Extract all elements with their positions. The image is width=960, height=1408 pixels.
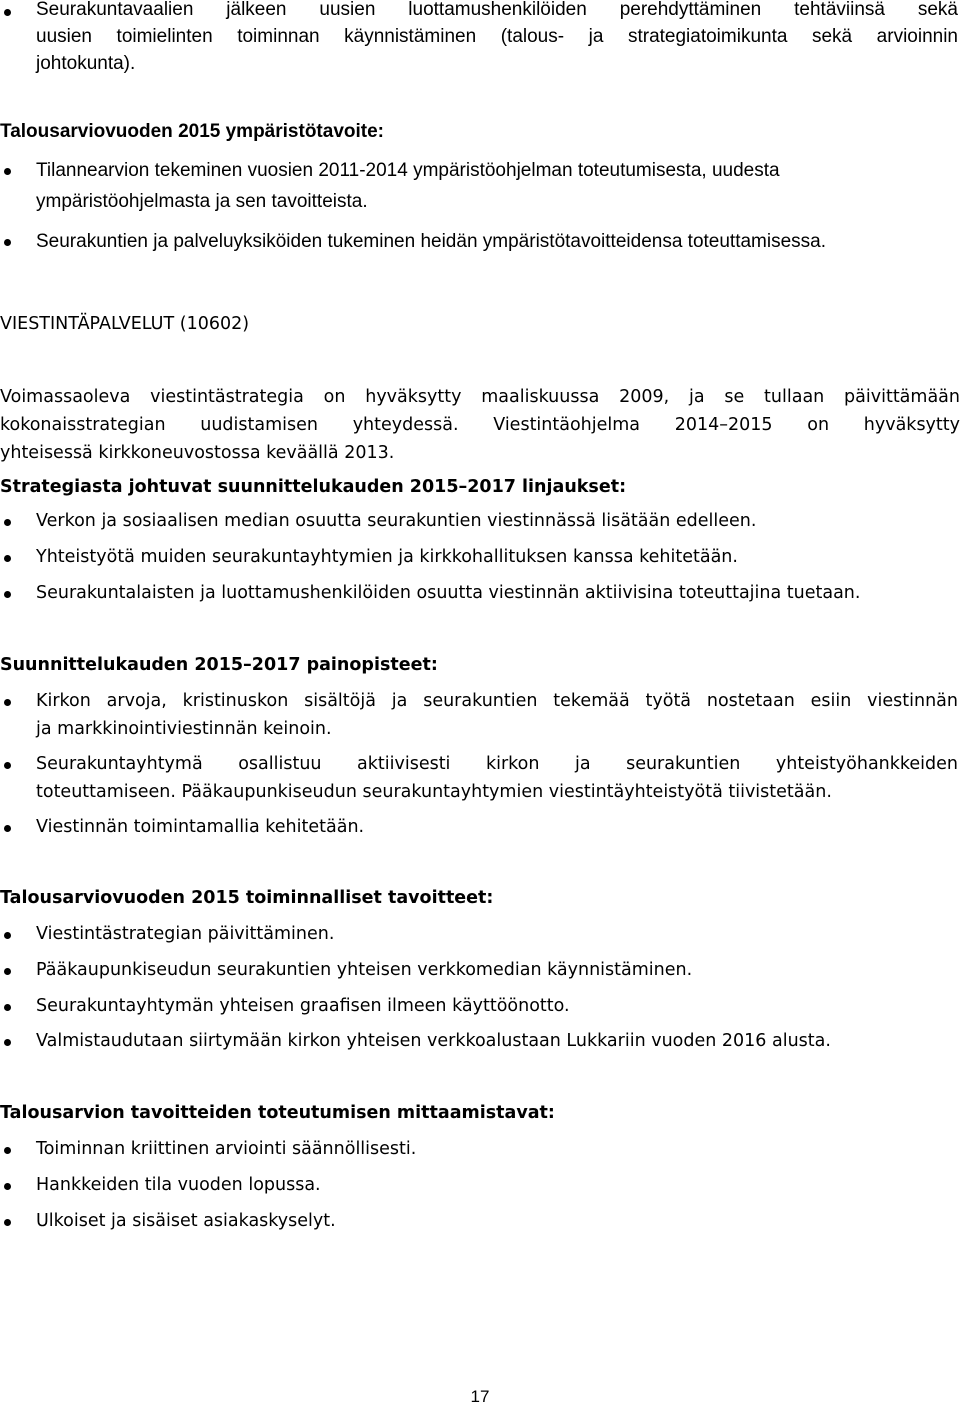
- list-item: [0, 1207, 960, 1235]
- list-item-text: Kirkon arvoja, kristinuskon sisältöjä ja seurakuntien tekemää työtä nostetaan esiin viestinnän: [36, 691, 958, 711]
- operational-heading: Talousarviovuoden 2015 toiminnalliset tavoitteet:: [0, 888, 494, 908]
- list-item-text: Seurakuntayhtymä osallistuu aktiivisesti kirkon ja seurakuntien yhteistyöhankkeiden: [36, 754, 958, 774]
- bullet-icon: [4, 1183, 11, 1190]
- list-item-text: Yhteistyötä muiden seurakuntayhtymien ja kirkkohallituksen kanssa kehitetään.: [36, 547, 738, 567]
- list-item: [0, 687, 960, 743]
- env-goal-heading: Talousarviovuoden 2015 ympäristötavoite:: [0, 121, 384, 142]
- list-item-text: Seurakuntien ja palveluyksiköiden tukeminen heidän ympäristötavoitteidensa toteuttamisessa.: [36, 231, 827, 252]
- list-item: [0, 507, 960, 535]
- measures-heading: Talousarvion tavoitteiden toteutumisen mittaamistavat:: [0, 1103, 555, 1123]
- list-item: [0, 0, 960, 86]
- list-item: [0, 155, 960, 217]
- list-item: [0, 813, 960, 841]
- bullet-icon: [4, 1039, 11, 1046]
- list-item-text: Pääkaupunkiseudun seurakuntien yhteisen verkkomedian käynnistäminen.: [36, 960, 693, 980]
- list-item: [0, 1027, 960, 1055]
- list-item-text: toteuttamiseen. Pääkaupunkiseudun seurakuntayhtymien viestintäyhteistyötä tiivistetään.: [36, 782, 832, 802]
- page-number: 17: [470, 1387, 490, 1406]
- list-item-text: Seurakuntayhtymän yhteisen graafisen ilmeen käyttöönotto.: [36, 996, 570, 1016]
- list-item: [0, 543, 960, 571]
- list-item: [0, 1135, 960, 1163]
- bullet-icon: [4, 1147, 11, 1154]
- bullet-icon: [4, 591, 11, 598]
- strategy-heading: Strategiasta johtuvat suunnittelukauden 2015–2017 linjaukset:: [0, 477, 627, 497]
- list-item-text: uusien toimielinten toiminnan käynnistäminen (talous- ja strategiatoimikunta sekä arvioinnin: [36, 26, 958, 47]
- section-title: VIESTINTÄPALVELUT (10602): [0, 314, 250, 334]
- list-item-text: ja markkinointiviestinnän keinoin.: [36, 719, 332, 739]
- list-item-text: Hankkeiden tila vuoden lopussa.: [36, 1175, 321, 1195]
- bullet-icon: [4, 239, 11, 246]
- focus-heading: Suunnittelukauden 2015–2017 painopisteet:: [0, 655, 438, 675]
- list-item: [0, 579, 960, 607]
- list-item-text: Valmistaudutaan siirtymään kirkon yhteisen verkkoalustaan Lukkariin vuoden 2016 alusta.: [36, 1031, 831, 1051]
- bullet-icon: [4, 9, 11, 16]
- bullet-icon: [4, 1219, 11, 1226]
- list-item-text: Tilannearvion tekeminen vuosien 2011-2014 ympäristöohjelman toteutumisesta, uudesta: [36, 160, 780, 181]
- list-item-text: Ulkoiset ja sisäiset asiakaskyselyt.: [36, 1211, 336, 1231]
- list-item-text: Toiminnan kriittinen arviointi säännöllisesti.: [36, 1139, 417, 1159]
- bullet-icon: [4, 519, 11, 526]
- list-item-text: Viestintästrategian päivittäminen.: [36, 924, 335, 944]
- list-item: [0, 226, 960, 257]
- list-item: [0, 750, 960, 806]
- bullet-icon: [4, 168, 11, 175]
- bullet-icon: [4, 699, 11, 706]
- bullet-icon: [4, 555, 11, 562]
- list-item: [0, 920, 960, 948]
- intro-paragraph: [0, 383, 960, 467]
- list-item: [0, 992, 960, 1020]
- bullet-icon: [4, 1004, 11, 1011]
- bullet-icon: [4, 932, 11, 939]
- list-item-text: Seurakuntavaalien jälkeen uusien luottamushenkilöiden perehdyttäminen tehtäviinsä sekä: [36, 0, 958, 20]
- paragraph-line: yhteisessä kirkkoneuvostossa keväällä 2013.: [0, 443, 395, 463]
- paragraph-line: kokonaisstrategian uudistamisen yhteydessä. Viestintäohjelma 2014–2015 on hyväksytty: [0, 415, 960, 435]
- list-item: [0, 956, 960, 984]
- paragraph-line: Voimassaoleva viestintästrategia on hyväksytty maaliskuussa 2009, ja se tullaan päivittämään: [0, 387, 960, 407]
- bullet-icon: [4, 968, 11, 975]
- list-item-text: Verkon ja sosiaalisen median osuutta seurakuntien viestinnässä lisätään edelleen.: [36, 511, 757, 531]
- list-item-text: ympäristöohjelmasta ja sen tavoitteista.: [36, 191, 368, 212]
- list-item-text: johtokunta).: [36, 53, 136, 74]
- bullet-icon: [4, 762, 11, 769]
- list-item-text: Viestinnän toimintamallia kehitetään.: [36, 817, 365, 837]
- list-item: [0, 1171, 960, 1199]
- bullet-icon: [4, 825, 11, 832]
- list-item-text: Seurakuntalaisten ja luottamushenkilöiden osuutta viestinnän aktiivisina toteuttajina tuetaan.: [36, 583, 861, 603]
